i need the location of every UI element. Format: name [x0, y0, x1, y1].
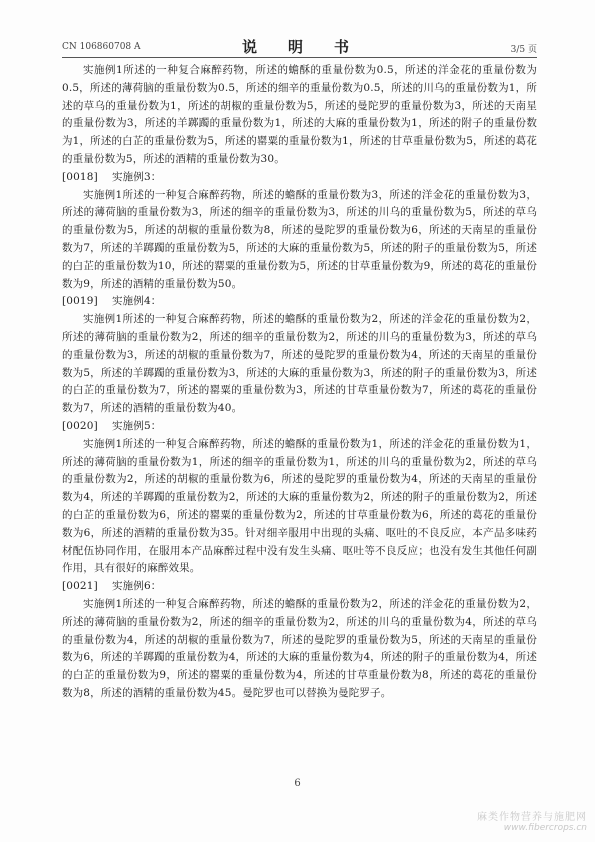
section-title: 实施例3：: [112, 170, 162, 183]
paragraph-tag: [0020]: [62, 419, 98, 432]
section-paragraph-0018: 实施例1所述的一种复合麻醉药物，所述的蟾酥的重量份数为3，所述的洋金花的重量份数为3，所述的薄荷脑的重量份数为3，所述的细辛的重量份数为3，所述的川乌的重量份数为5，所述的草乌的重量份数为5，所述的胡椒的重量份数为8，所述的曼陀罗的重量份数为6，所述的天南星的重量份数为7，所述的羊踯躅的重量份数为5，所述的大麻的重量份数为5，所述的附子的重量份数为5，所述的白芷的重量份数为10，所述的罂粟的重量份数为5，所述的甘草重量份数为9，所述的葛花的重量份数为9，所述的酒精的重量份数为50。: [62, 188, 537, 290]
section-title: 实施例4：: [112, 295, 162, 308]
header-rule: [62, 57, 537, 58]
section-heading-0021: [62, 578, 537, 596]
page-header: [62, 36, 537, 56]
section-heading-0019: [62, 293, 537, 311]
intro-paragraph: 实施例1所述的一种复合麻醉药物，所述的蟾酥的重量份数为0.5，所述的洋金花的重量份数为0.5，所述的薄荷脑的重量份数为0.5，所述的细辛的重量份数为0.5，所述的川乌的重量份数为1，所述的草乌的重量份数为1，所述的胡椒的重量份数为5，所述的曼陀罗的重量份数为3，所述的天南星的重量份数为3，所述的羊踯躅的重量份数为1，所述的大麻的重量份数为1，所述的附子的重量份数为1，所述的白芷的重量份数为5，所述的罂粟的重量份数为1，所述的甘草重量份数为5，所述的葛花的重量份数为5，所述的酒精的重量份数为30。: [62, 64, 537, 165]
section-title: 实施例6：: [112, 580, 162, 593]
patent-number: CN 106860708 A: [62, 42, 141, 52]
section-paragraph-0019: 实施例1所述的一种复合麻醉药物，所述的蟾酥的重量份数为2，所述的洋金花的重量份数为2，所述的薄荷脑的重量份数为2，所述的细辛的重量份数为2，所述的川乌的重量份数为3，所述的草乌的重量份数为3，所述的胡椒的重量份数为7，所述的曼陀罗的重量份数为4，所述的天南星的重量份数为5，所述的羊踯躅的重量份数为3，所述的大麻的重量份数为3，所述的附子的重量份数为3，所述的白芷的重量份数为7，所述的罂粟的重量份数为3，所述的甘草重量份数为7，所述的葛花的重量份数为7，所述的酒精的重量份数为40。: [62, 313, 537, 415]
paragraph-tag: [0019]: [62, 295, 98, 308]
section-heading-0020: [62, 418, 537, 436]
section-title: 实施例5：: [112, 419, 162, 432]
watermark-url: www.fibercrops.cn: [503, 823, 587, 833]
section-paragraph-0021: 实施例1所述的一种复合麻醉药物，所述的蟾酥的重量份数为2，所述的洋金花的重量份数为2，所述的薄荷脑的重量份数为2，所述的细辛的重量份数为2，所述的川乌的重量份数为4，所述的草乌的重量份数为4，所述的胡椒的重量份数为7，所述的曼陀罗的重量份数为5，所述的天南星的重量份数为6，所述的羊踯躅的重量份数为4，所述的大麻的重量份数为4，所述的附子的重量份数为4，所述的白芷的重量份数为9，所述的罂粟的重量份数为4，所述的甘草重量份数为8，所述的葛花的重量份数为8，所述的酒精的重量份数为45。曼陀罗也可以替换为曼陀罗子。: [62, 597, 537, 699]
page-number: 6: [294, 778, 301, 789]
section-paragraph-0020: 实施例1所述的一种复合麻醉药物，所述的蟾酥的重量份数为1，所述的洋金花的重量份数为1，所述的薄荷脑的重量份数为1，所述的细辛的重量份数为1，所述的川乌的重量份数为2，所述的草乌的重量份数为2，所述的胡椒的重量份数为6，所述的曼陀罗的重量份数为4，所述的天南星的重量份数为4，所述的羊踯躅的重量份数为2，所述的大麻的重量份数为2，所述的附子的重量份数为2，所述的白芷的重量份数为6，所述的罂粟的重量份数为2，所述的甘草重量份数为6，所述的葛花的重量份数为6，所述的酒精的重量份数为35。针对细辛服用中出现的头痛、呕吐的不良反应，本产品多味药材配伍协同作用，在服用本产品麻醉过程中没有发生头痛、呕吐等不良反应；也没有发生其他任何副作用，具有很好的麻醉效果。: [62, 437, 537, 575]
watermark: [477, 808, 587, 833]
page-count: 3/5 页: [510, 45, 537, 55]
document-body: [62, 62, 537, 703]
section-heading-0018: [62, 169, 537, 187]
paragraph-tag: [0018]: [62, 170, 98, 183]
watermark-title: 麻类作物营养与施肥网: [477, 812, 587, 823]
page-title: 说 明 书: [241, 38, 357, 56]
paragraph-tag: [0021]: [62, 580, 98, 593]
